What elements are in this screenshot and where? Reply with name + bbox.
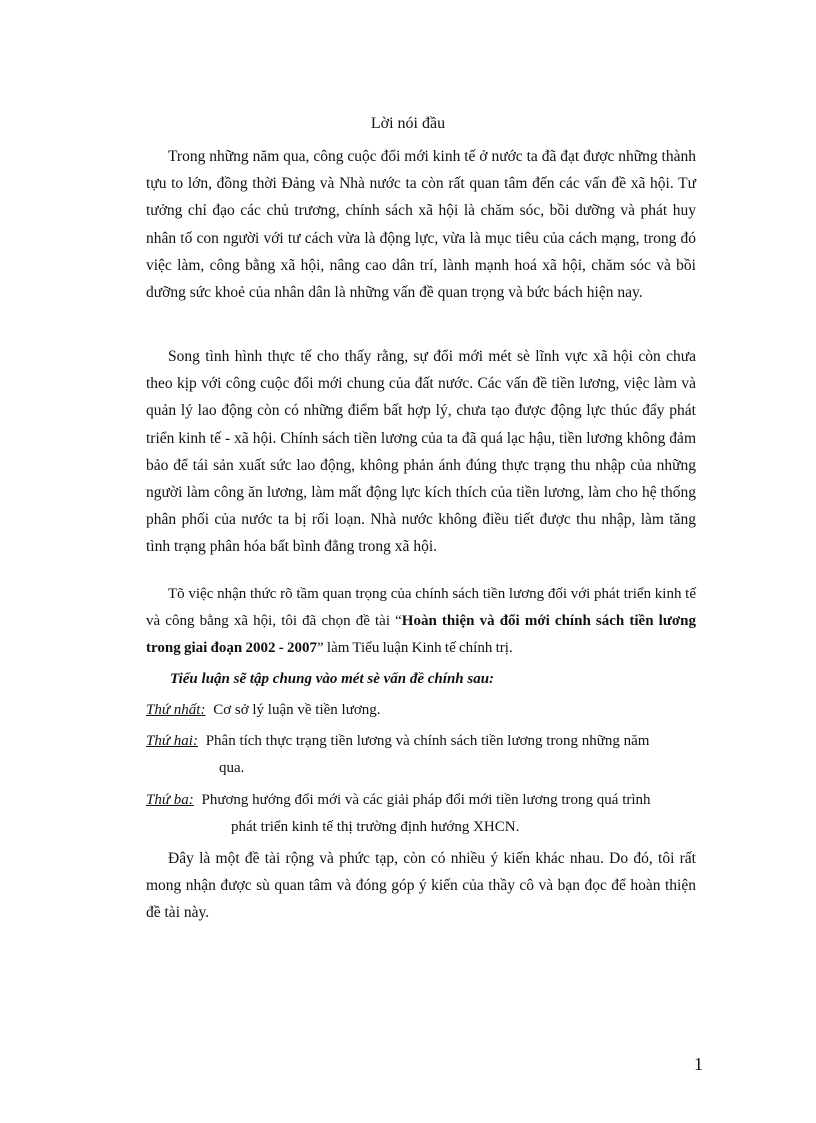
- outline-item-third: [146, 787, 706, 841]
- page-title: Lời nói đầu: [370, 115, 446, 132]
- topic-title: Hoàn thiện và đổi mới chính sách tiền lương trong giai đoạn 2002 - 2007: [146, 613, 696, 657]
- page-number: 1: [694, 1054, 703, 1074]
- outline-item-continuation: qua.: [219, 760, 245, 776]
- outline-item-first: [146, 697, 706, 724]
- topic-text-start: Tõ việc nhận thức rõ tầm quan trọng của chính sách tiền lương đối với phát triển kinh tế và công bằng xã hội, tôi đã chọn đề tài “: [146, 586, 696, 630]
- outline-item-continuation: phát triển kinh tế thị trường định hướng XHCN.: [231, 819, 520, 835]
- paragraph-topic: [146, 581, 696, 663]
- outline-item-second: [146, 728, 706, 782]
- outline-item-text: Phương hướng đổi mới và các giải pháp đổi mới tiền lương trong quá trình: [201, 792, 651, 808]
- outline-intro: Tiểu luận sẽ tập chung vào mét sè vấn đề chính sau:: [170, 671, 495, 687]
- paragraph-intro: Trong những năm qua, công cuộc đổi mới kinh tế ở nước ta đã đạt được những thành tựu to lớn, đồng thời Đảng và Nhà nước ta còn rất quan tâm đến các vấn đề xã hội. Tư tưởng chỉ đạo các chủ trương, chính sách xã hội là chăm sóc, bồi dưỡng và phát huy nhân tố con người với tư cách vừa là động lực, vừa là mục tiêu của cách mạng, trong đó việc làm, công bằng xã hội, nâng cao dân trí, lành mạnh hoá xã hội, chăm sóc và bồi dưỡng sức khoẻ của nhân dân là những vấn đề quan trọng và bức bách hiện nay.: [146, 148, 696, 302]
- paragraph-situation: Song tình hình thực tế cho thấy rằng, sự đổi mới mét sè lĩnh vực xã hội còn chưa theo kịp với công cuộc đổi mới chung của đất nước. Các vấn đề tiền lương, việc làm và quản lý lao động còn có những điểm bất hợp lý, chưa tạo được động lực thúc đẩy phát triển kinh tế - xã hội. Chính sách tiền lương của ta đã quá lạc hậu, tiền lương không đảm bảo để tái sản xuất sức lao động, không phản ánh đúng thực trạng thu nhập của những người làm công ăn lương, làm mất động lực kích thích của tiền lương, làm cho hệ thống phân phối của nước ta bị rối loạn. Nhà nước không điều tiết được thu nhập, làm tăng tình trạng phân hóa bất bình đẳng trong xã hội.: [146, 348, 696, 556]
- outline-item-text: Cơ sở lý luận về tiền lương.: [213, 702, 381, 718]
- paragraph-closing: Đây là một đề tài rộng và phức tạp, còn có nhiều ý kiến khác nhau. Do đó, tôi rất mong nhận được sù quan tâm và đóng góp ý kiến của thầy cô và bạn đọc để hoàn thiện đề tài này.: [146, 850, 696, 922]
- outline-item-label: Thứ nhất:: [146, 702, 206, 718]
- outline-item-label: Thứ ba:: [146, 792, 194, 808]
- topic-text-end: ” làm Tiểu luận Kinh tế chính trị.: [317, 640, 513, 657]
- outline-item-label: Thứ hai:: [146, 733, 198, 749]
- outline-item-text: Phân tích thực trạng tiền lương và chính sách tiền lương trong những năm: [205, 733, 650, 749]
